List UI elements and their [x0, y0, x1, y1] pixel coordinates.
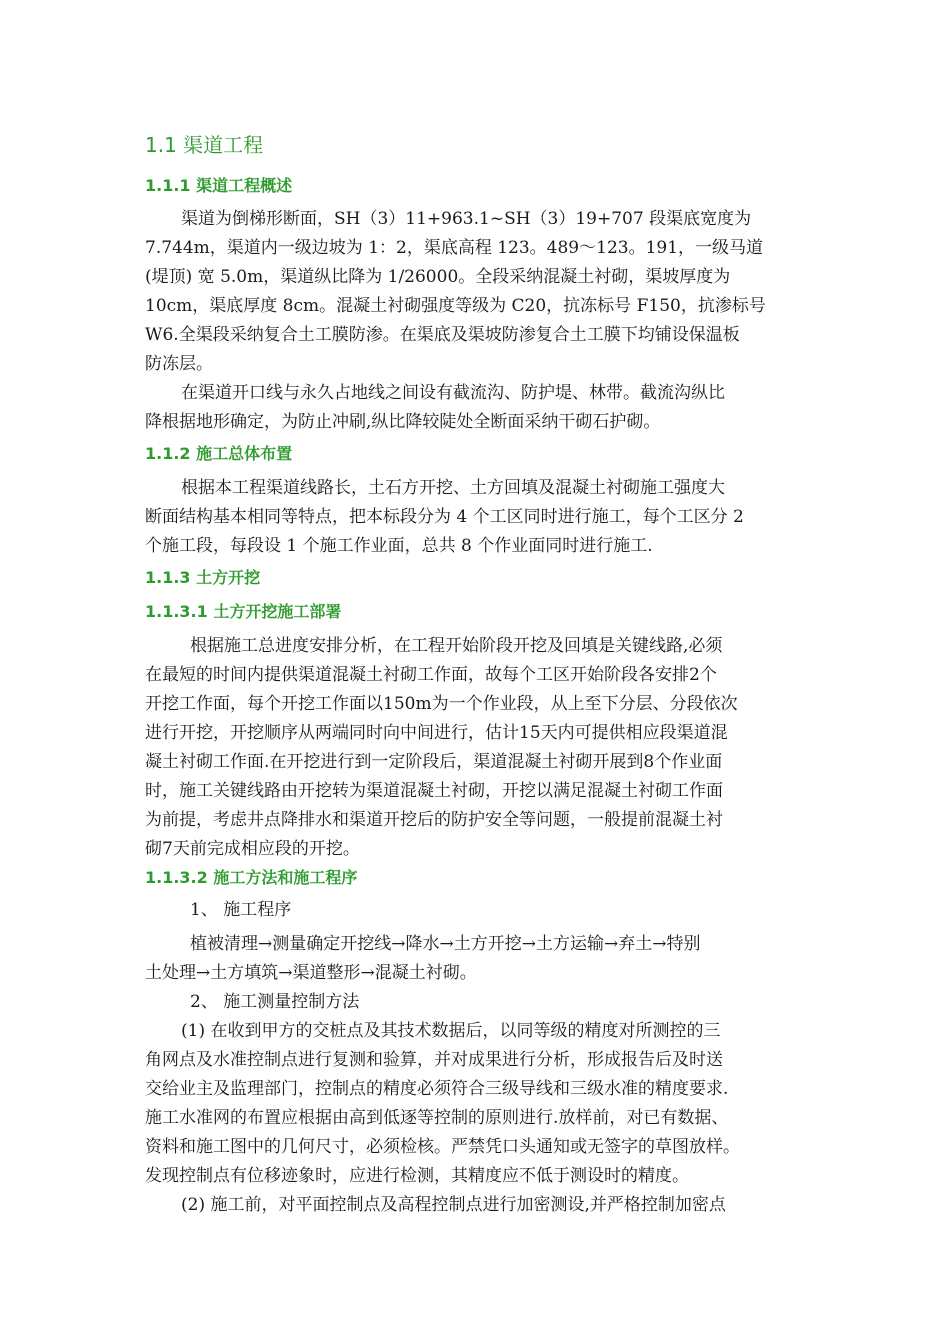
paragraph-line: (堤顶) 宽 5.0m，渠道纵比降为 1/26000。全段采纳混凝土衬砌，渠坡厚度为 [145, 267, 731, 287]
paragraph-line: W6.全渠段采纳复合土工膜防渗。在渠底及渠坡防渗复合土工膜下均铺设保温板 [145, 325, 740, 345]
heading-1-1-2: 1.1.2 施工总体布置 [145, 444, 293, 463]
paragraph-line: 进行开挖，开挖顺序从两端同时向中间进行，估计15天内可提供相应段渠道混 [145, 723, 728, 743]
paragraph-line: 根据本工程渠道线路长，土石方开挖、土方回填及混凝土衬砌施工强度大 [181, 478, 725, 498]
paragraph-line: (2) 施工前，对平面控制点及高程控制点进行加密测设,并严格控制加密点 [181, 1195, 726, 1215]
paragraph-line: 植被清理→测量确定开挖线→降水→土方开挖→土方运输→弃土→特别 [190, 934, 701, 954]
paragraph-line: 交给业主及监理部门，控制点的精度必须符合三级导线和三级水准的精度要求. [145, 1079, 729, 1099]
paragraph-line: 10cm，渠底厚度 8cm。混凝土衬砌强度等级为 C20，抗冻标号 F150，抗渗标号 [145, 296, 766, 316]
paragraph-line: 凝土衬砌工作面.在开挖进行到一定阶段后，渠道混凝土衬砌开展到8个作业面 [145, 752, 723, 772]
paragraph-line: (1) 在收到甲方的交桩点及其技术数据后，以同等级的精度对所测控的三 [181, 1021, 721, 1041]
list-item-title: 1、 施工程序 [190, 900, 292, 920]
heading-1-1-1: 1.1.1 渠道工程概述 [145, 176, 293, 195]
heading-1-1-3-1: 1.1.3.1 土方开挖施工部署 [145, 602, 342, 621]
heading-1-1: 1.1 渠道工程 [145, 133, 264, 157]
paragraph-line: 开挖工作面，每个开挖工作面以150m为一个作业段，从上至下分层、分段依次 [145, 694, 738, 714]
paragraph-line: 渠道为倒梯形断面，SH（3）11+963.1~SH（3）19+707 段渠底宽度为 [181, 209, 752, 229]
paragraph-line: 降根据地形确定，为防止冲刷,纵比降较陡处全断面采纳干砌石护砌。 [145, 412, 661, 432]
paragraph-line: 时，施工关键线路由开挖转为渠道混凝土衬砌，开挖以满足混凝土衬砌工作面 [145, 781, 723, 801]
paragraph-line: 断面结构基本相同等特点，把本标段分为 4 个工区同时进行施工，每个工区分 2 [145, 507, 744, 527]
paragraph-line: 资料和施工图中的几何尺寸，必须检核。严禁凭口头通知或无签字的草图放样。 [145, 1137, 740, 1157]
paragraph-line: 在最短的时间内提供渠道混凝土衬砌工作面，故每个工区开始阶段各安排2个 [145, 665, 717, 685]
paragraph-line: 施工水准网的布置应根据由高到低逐等控制的原则进行.放样前，对已有数据、 [145, 1108, 729, 1128]
paragraph-line: 土处理→土方填筑→渠道整形→混凝土衬砌。 [145, 963, 477, 983]
paragraph-line: 砌7天前完成相应段的开挖。 [145, 839, 360, 859]
paragraph-line: 角网点及水准控制点进行复测和验算，并对成果进行分析，形成报告后及时送 [145, 1050, 723, 1070]
heading-1-1-3-2: 1.1.3.2 施工方法和施工程序 [145, 868, 358, 887]
paragraph-line: 防冻层。 [145, 354, 213, 374]
paragraph-line: 发现控制点有位移迹象时，应进行检测，其精度应不低于测设时的精度。 [145, 1166, 689, 1186]
paragraph-line: 7.744m，渠道内一级边坡为 1：2，渠底高程 123。489～123。191，一级马道 [145, 238, 764, 258]
paragraph-line: 为前提，考虑井点降排水和渠道开挖后的防护安全等问题，一般提前混凝土衬 [145, 810, 723, 830]
paragraph-line: 根据施工总进度安排分析，在工程开始阶段开挖及回填是关键线路,必须 [190, 636, 723, 656]
paragraph-line: 个施工段，每段设 1 个施工作业面，总共 8 个作业面同时进行施工. [145, 536, 653, 556]
heading-1-1-3: 1.1.3 土方开挖 [145, 568, 261, 587]
list-item-title: 2、 施工测量控制方法 [190, 992, 360, 1012]
paragraph-line: 在渠道开口线与永久占地线之间设有截流沟、防护堤、林带。截流沟纵比 [181, 383, 725, 403]
